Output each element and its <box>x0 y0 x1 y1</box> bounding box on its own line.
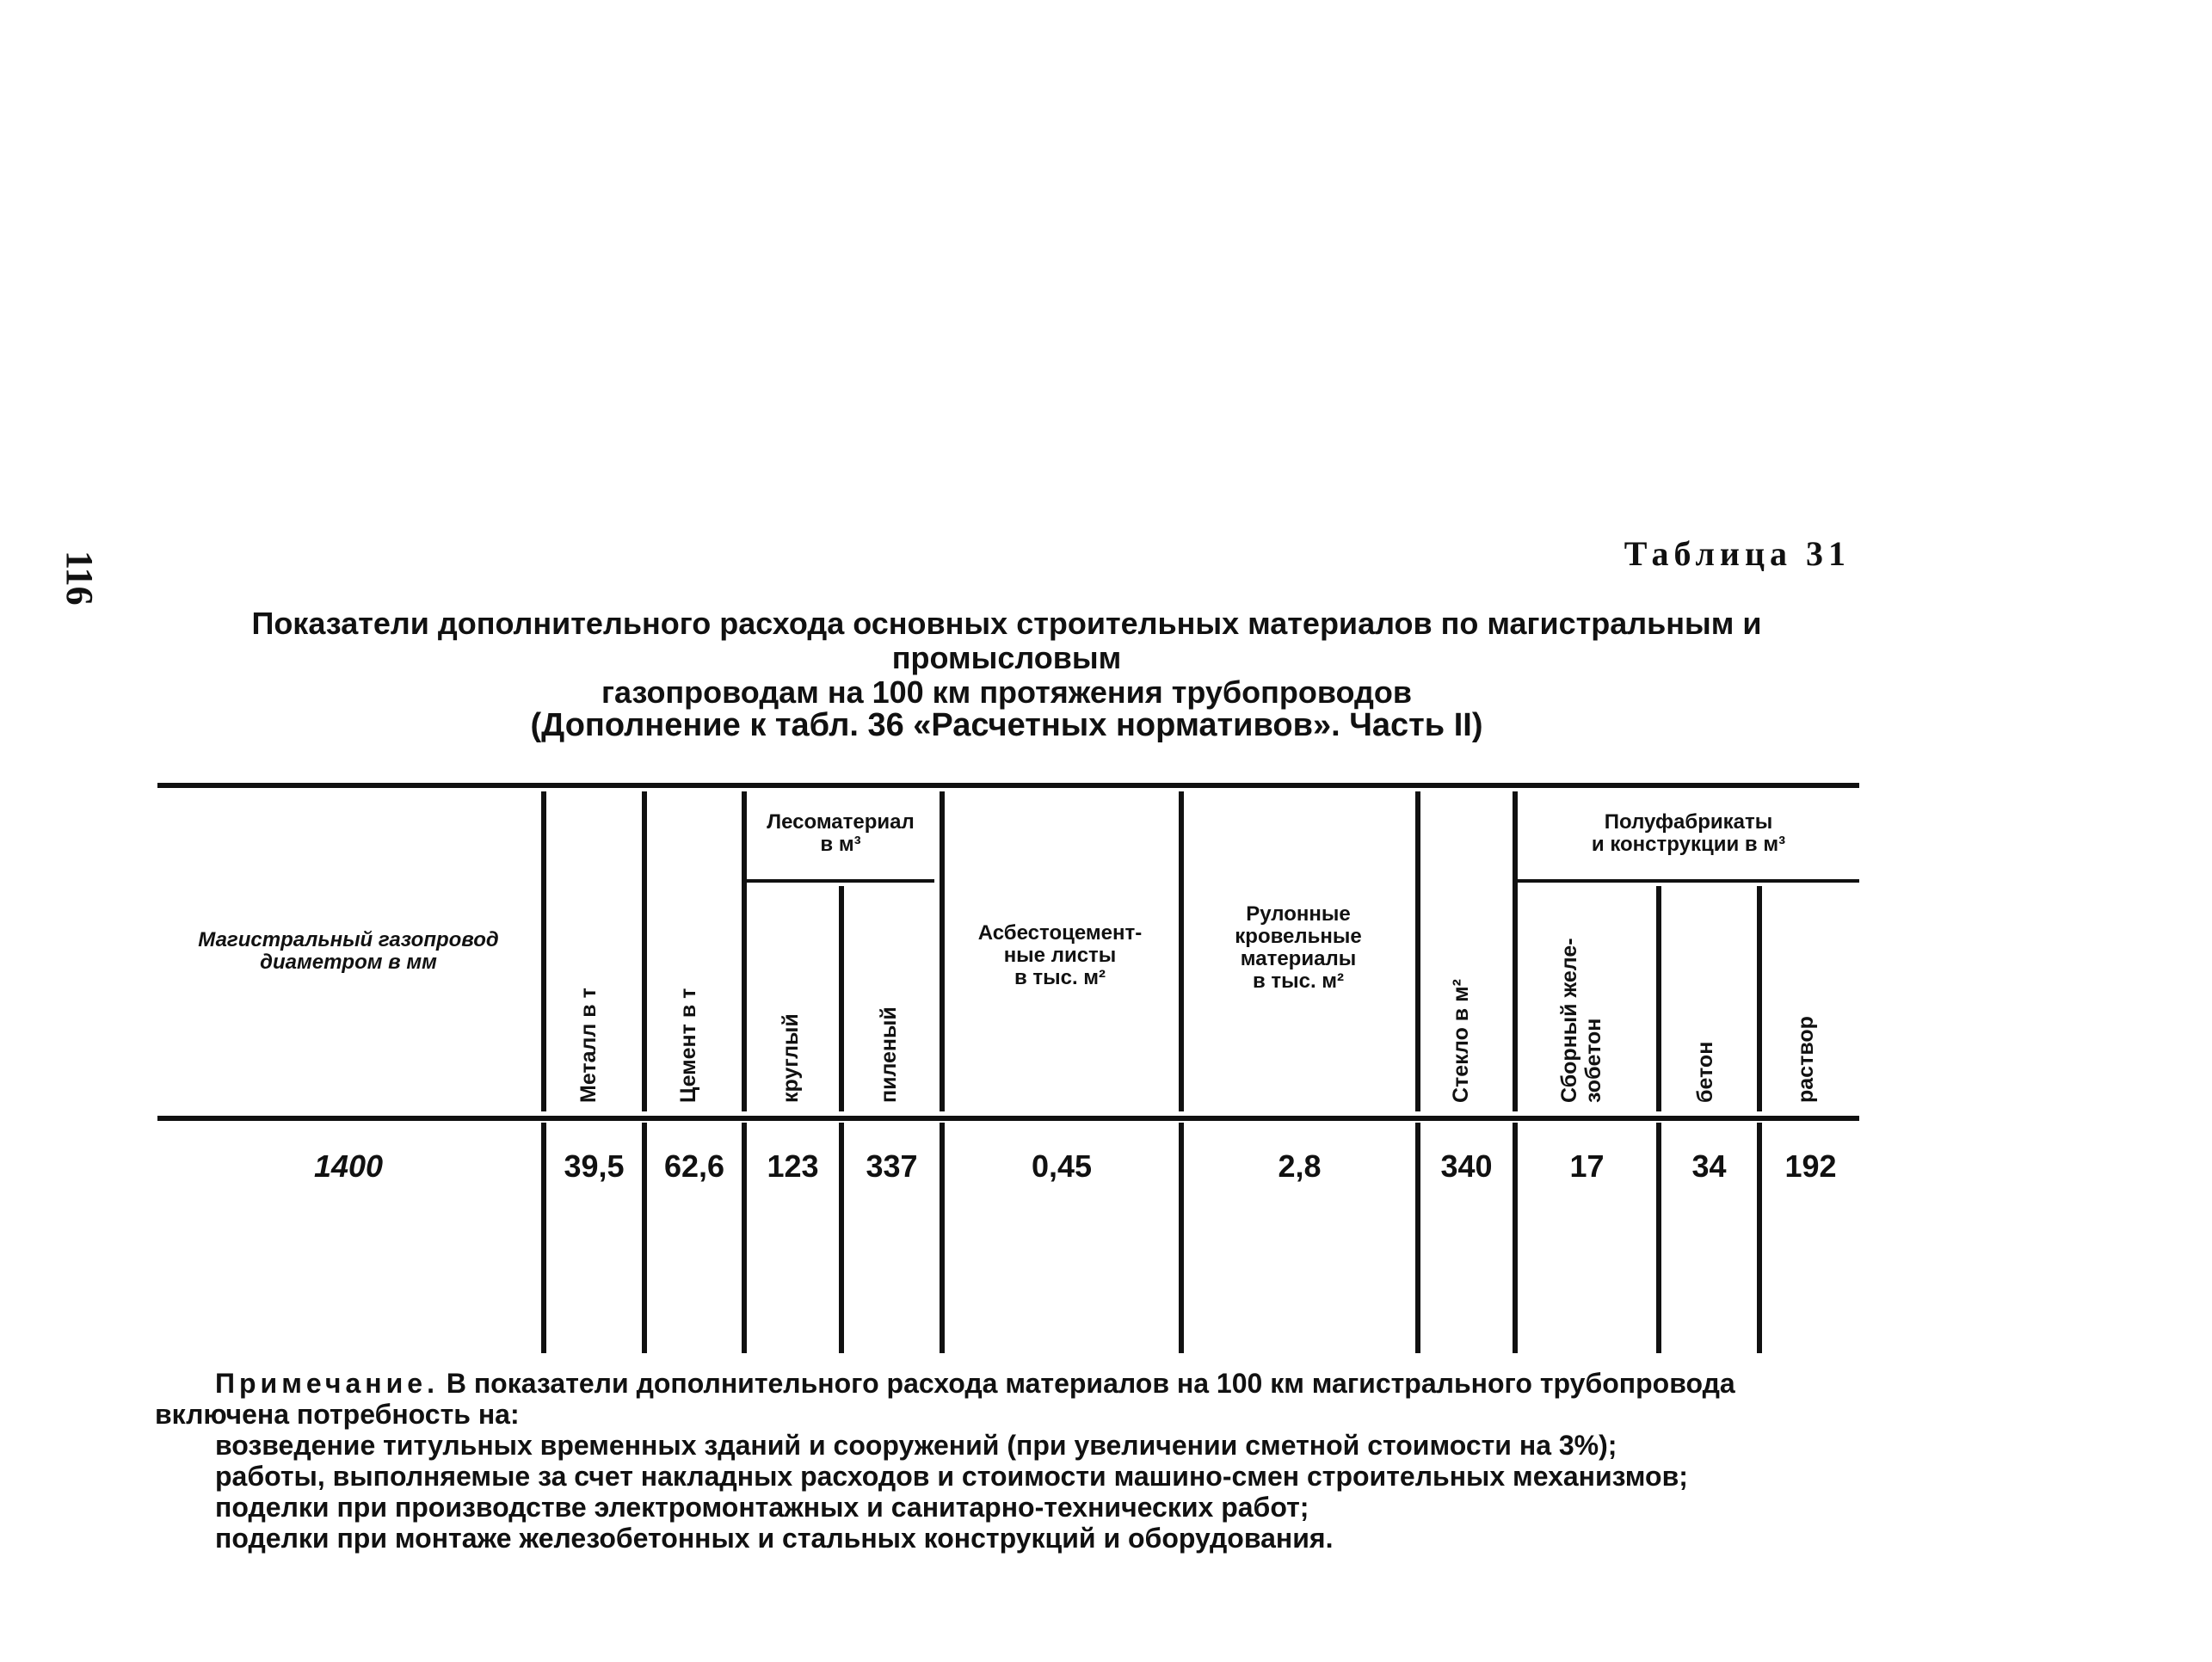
col-divider <box>1415 791 1420 1111</box>
table-label: Таблица 31 <box>1624 534 1851 573</box>
cell-round: 123 <box>767 1148 819 1184</box>
cell-roll: 2,8 <box>1278 1148 1322 1184</box>
header-timber <box>747 811 934 856</box>
col-divider <box>1757 886 1762 1111</box>
header-bottom-rule <box>157 1116 1859 1121</box>
header-rc-line-1: Сборный желе- <box>1557 938 1581 1103</box>
prefab-subheader-rule <box>1518 879 1859 883</box>
col-divider <box>839 886 844 1111</box>
table-title <box>189 606 1824 710</box>
cell-glass: 340 <box>1440 1148 1493 1184</box>
cell-asbestos: 0,45 <box>1031 1148 1093 1184</box>
timber-subheader-rule <box>747 879 934 883</box>
cell-mortar: 192 <box>1784 1148 1837 1184</box>
header-diameter-line-2: диаметром в мм <box>260 951 437 974</box>
cell-metal: 39,5 <box>564 1148 625 1184</box>
col-divider <box>940 791 945 1111</box>
note-text-2: включена потребность на: <box>155 1399 520 1430</box>
cell-concrete: 34 <box>1691 1148 1727 1184</box>
header-roll-line-1: Рулонные <box>1246 902 1351 926</box>
header-roll <box>1186 903 1411 993</box>
header-concrete: бетон <box>1693 1041 1717 1103</box>
header-rc <box>1557 938 1605 1103</box>
header-asbestos-line-3: в тыс. м² <box>1014 966 1106 989</box>
header-timber-line-2: в м³ <box>820 833 861 856</box>
note-item: поделки при монтаже железобетонных и стальных конструкций и оборудования. <box>215 1523 1334 1554</box>
note-label: Примечание. <box>215 1368 439 1399</box>
header-glass: Стекло в м² <box>1449 979 1473 1103</box>
cell-diameter: 1400 <box>313 1148 384 1184</box>
cell-cement: 62,6 <box>663 1148 725 1184</box>
cell-rc: 17 <box>1569 1148 1605 1184</box>
header-asbestos-line-2: ные листы <box>1003 944 1117 967</box>
header-prefab-line-2: и конструкции в м³ <box>1591 833 1786 856</box>
header-prefab <box>1518 811 1859 856</box>
header-round: круглый <box>779 1013 803 1103</box>
table-note <box>155 1368 1876 1554</box>
title-line-1: Показатели дополнительного расхода основных строительных материалов по магистральным и промысловым <box>251 606 1762 675</box>
header-cement: Цемент в т <box>676 988 700 1103</box>
table-subtitle: (Дополнение к табл. 36 «Расчетных нормативов». Часть II) <box>530 707 1483 743</box>
header-sawn: пиленый <box>877 1006 901 1103</box>
header-roll-line-3: материалы <box>1240 947 1357 970</box>
header-metal: Металл в т <box>576 988 601 1103</box>
header-roll-line-4: в тыс. м² <box>1252 970 1345 993</box>
note-item: возведение титульных временных зданий и сооружений (при увеличении сметной стоимости на 3%); <box>215 1430 1617 1461</box>
header-diameter-line-1: Магистральный газопровод <box>198 928 499 951</box>
col-divider <box>1656 886 1661 1111</box>
col-divider <box>1179 791 1184 1111</box>
note-item: поделки при производстве электромонтажных и санитарно-технических работ; <box>215 1492 1309 1523</box>
header-mortar: раствор <box>1794 1016 1818 1103</box>
note-intro <box>155 1368 1876 1399</box>
note-item: работы, выполняемые за счет накладных расходов и стоимости машино-смен строительных механизмов; <box>215 1461 1688 1492</box>
col-divider <box>642 791 647 1111</box>
header-prefab-line-1: Полуфабрикаты <box>1604 810 1773 834</box>
table-top-rule <box>157 783 1859 788</box>
header-timber-line-1: Лесоматериал <box>767 810 915 834</box>
header-diameter <box>159 929 538 974</box>
header-roll-line-2: кровельные <box>1235 925 1362 948</box>
title-line-2: газопроводам на 100 км протяжения трубопроводов <box>601 674 1412 710</box>
note-text-1: В показатели дополнительного расхода материалов на 100 км магистрального трубопровода <box>446 1368 1735 1399</box>
header-asbestos-line-1: Асбестоцемент- <box>977 921 1143 945</box>
page-number: 116 <box>59 551 101 606</box>
col-divider <box>541 791 546 1111</box>
header-rc-line-2: зобетон <box>1581 1018 1605 1103</box>
cell-sawn: 337 <box>866 1148 918 1184</box>
header-asbestos <box>946 922 1174 989</box>
